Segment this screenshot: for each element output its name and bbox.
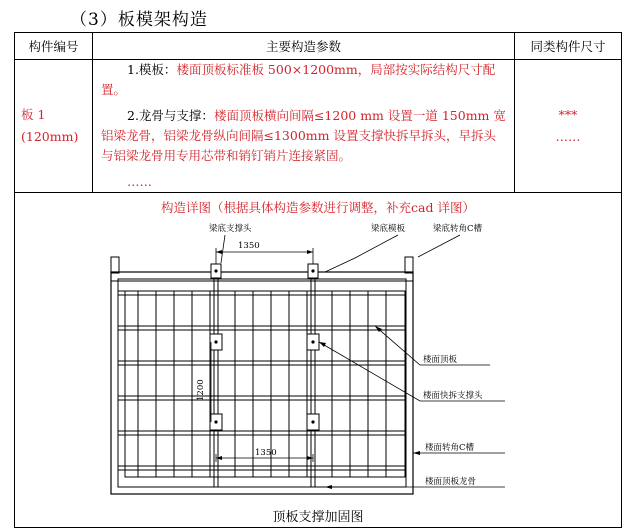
dim-vertical: 1200 — [196, 379, 206, 401]
size-mark: *** — [558, 107, 578, 122]
corner-post-right — [405, 257, 413, 273]
beam-bottom-form — [111, 272, 413, 281]
label-beam-support-head: 梁底支撑头 — [209, 224, 252, 234]
param-2-text: 楼面顶板横向间隔≤1200 mm 设置一道 150mm 宽铝梁龙骨，铝梁龙骨纵向间隔≤1300mm 设置支撑快拆早拆头，早拆头与铝梁龙骨用专用芯带和销钉销片连接紧固。 — [101, 108, 506, 163]
figure-caption: 顶板支撑加固图 — [272, 510, 364, 525]
label-floor-corner-channel: 楼面转角C槽 — [425, 443, 475, 453]
drawing-cell — [15, 193, 622, 528]
param-1-label: 1.模板： — [127, 62, 177, 77]
dim-top: 1350 — [238, 241, 260, 251]
param-ellipsis: …… — [127, 174, 152, 189]
size-cell — [515, 60, 622, 193]
param-2-label: 2.龙骨与支撑： — [127, 108, 214, 123]
component-id-cell — [15, 60, 93, 193]
param-1-text: 楼面顶板标准板 500×1200mm，局部按实际结构尺寸配置。 — [101, 62, 496, 97]
drawing-row — [15, 193, 622, 528]
corner-post-left — [111, 257, 119, 273]
spec-table — [14, 32, 622, 528]
section-title: （3）板模架构造 — [70, 10, 208, 30]
support-drawing — [15, 216, 620, 506]
params-cell — [93, 60, 515, 193]
leader-beam-bottom-form — [325, 235, 398, 272]
label-floor-top-plate: 楼面顶板 — [423, 355, 458, 365]
label-floor-quick-release-head: 楼面快拆支撑头 — [423, 391, 483, 401]
header-same-size: 同类构件尺寸 — [515, 33, 622, 60]
dim-bottom: 1350 — [255, 448, 277, 458]
leader-beam-corner-channel — [418, 235, 460, 257]
header-component-id: 构件编号 — [15, 33, 93, 60]
component-name: 板 1 — [21, 107, 46, 122]
drawing-caption: 构造详图（根据具体构造参数进行调整，补充cad 详图） — [161, 200, 475, 215]
size-ellipsis: …… — [555, 129, 581, 144]
label-beam-bottom-form: 梁底模板 — [371, 224, 406, 234]
component-thickness: (120mm) — [21, 129, 79, 144]
label-beam-corner-channel: 梁底转角C槽 — [433, 224, 483, 234]
table-header-row — [15, 33, 622, 60]
keels-horizontal — [118, 291, 406, 470]
label-floor-top-plate-keel: 楼面顶板龙骨 — [425, 477, 477, 487]
leader-beam-support-head — [221, 235, 225, 263]
header-main-params: 主要构造参数 — [93, 33, 515, 60]
table-row — [15, 60, 622, 193]
